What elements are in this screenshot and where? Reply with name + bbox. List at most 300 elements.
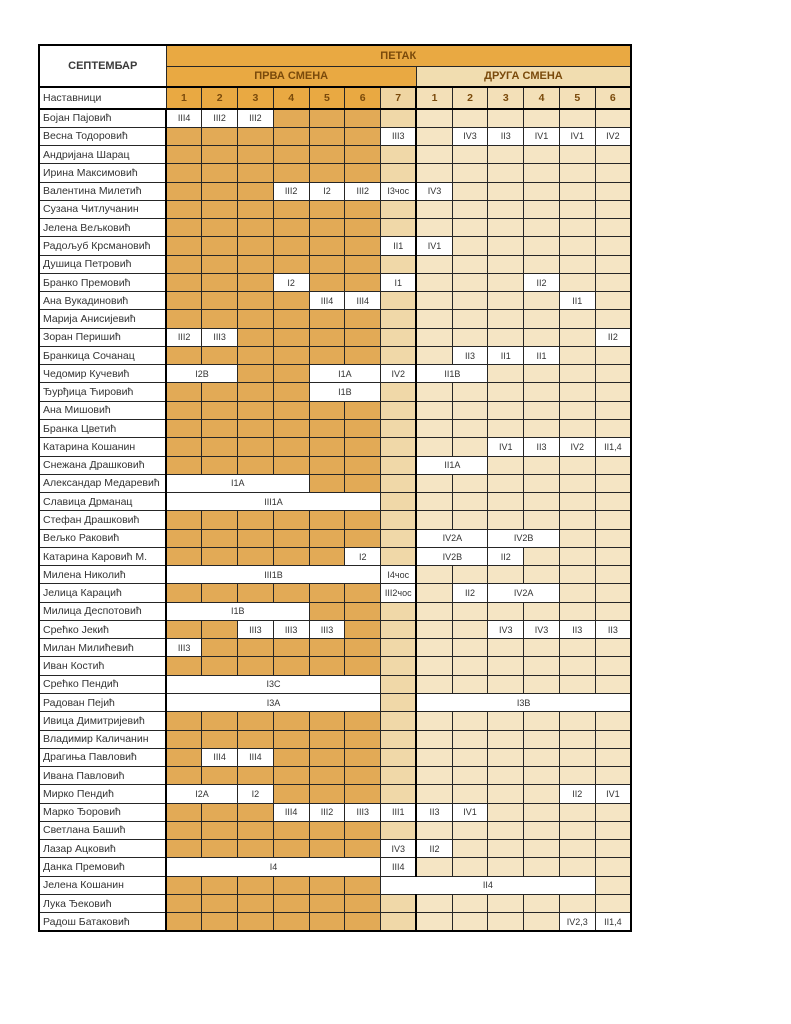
empty-cell xyxy=(452,821,488,839)
teacher-name: Зоран Перишић xyxy=(39,328,166,346)
empty-cell xyxy=(488,748,524,766)
empty-cell xyxy=(416,748,452,766)
empty-cell xyxy=(452,639,488,657)
teacher-name: Бранка Цветић xyxy=(39,420,166,438)
shift1-hour-6: 6 xyxy=(345,87,381,109)
teacher-name: Валентина Милетић xyxy=(39,182,166,200)
empty-cell xyxy=(202,237,238,255)
teacher-name: Бојан Пајовић xyxy=(39,109,166,127)
empty-cell xyxy=(309,127,345,145)
empty-cell xyxy=(345,200,381,218)
teacher-row xyxy=(39,840,631,858)
empty-cell xyxy=(452,913,488,931)
empty-cell xyxy=(488,109,524,127)
empty-cell xyxy=(238,821,274,839)
empty-cell xyxy=(345,474,381,492)
teacher-name: Весна Тодоровић xyxy=(39,127,166,145)
empty-cell xyxy=(416,328,452,346)
empty-cell xyxy=(381,493,417,511)
schedule-cell: II3 xyxy=(416,803,452,821)
empty-cell xyxy=(202,529,238,547)
empty-cell xyxy=(452,273,488,291)
empty-cell xyxy=(273,237,309,255)
empty-cell xyxy=(238,547,274,565)
empty-cell xyxy=(416,383,452,401)
empty-cell xyxy=(559,328,595,346)
teacher-row xyxy=(39,328,631,346)
teacher-row xyxy=(39,876,631,894)
empty-cell xyxy=(416,346,452,364)
empty-cell xyxy=(488,182,524,200)
schedule-cell: II4 xyxy=(381,876,596,894)
empty-cell xyxy=(202,273,238,291)
teacher-row xyxy=(39,602,631,620)
teacher-name: Стефан Драшковић xyxy=(39,511,166,529)
teacher-row xyxy=(39,292,631,310)
empty-cell xyxy=(524,237,560,255)
empty-cell xyxy=(559,456,595,474)
shift2-label: ДРУГА СМЕНА xyxy=(416,66,631,87)
empty-cell xyxy=(416,657,452,675)
empty-cell xyxy=(166,420,202,438)
empty-cell xyxy=(488,675,524,693)
empty-cell xyxy=(559,237,595,255)
empty-cell xyxy=(595,310,631,328)
day-label: ПЕТАК xyxy=(166,45,631,66)
empty-cell xyxy=(595,584,631,602)
schedule-cell: IV1 xyxy=(452,803,488,821)
teacher-row xyxy=(39,566,631,584)
schedule-cell: I4чос xyxy=(381,566,417,584)
empty-cell xyxy=(488,328,524,346)
empty-cell xyxy=(238,219,274,237)
empty-cell xyxy=(202,547,238,565)
empty-cell xyxy=(309,420,345,438)
teacher-name: Александар Медаревић xyxy=(39,474,166,492)
empty-cell xyxy=(416,511,452,529)
empty-cell xyxy=(166,273,202,291)
empty-cell xyxy=(345,438,381,456)
empty-cell xyxy=(381,712,417,730)
empty-cell xyxy=(166,182,202,200)
empty-cell xyxy=(309,547,345,565)
empty-cell xyxy=(202,639,238,657)
teacher-name: Бранко Премовић xyxy=(39,273,166,291)
empty-cell xyxy=(381,529,417,547)
empty-cell xyxy=(166,164,202,182)
teacher-row xyxy=(39,493,631,511)
schedule-cell: III4 xyxy=(381,858,417,876)
empty-cell xyxy=(488,803,524,821)
empty-cell xyxy=(309,639,345,657)
teacher-name: Јелица Карацић xyxy=(39,584,166,602)
schedule-cell: III2 xyxy=(273,182,309,200)
schedule-cell: III2 xyxy=(238,109,274,127)
teacher-row xyxy=(39,164,631,182)
schedule-cell: II1 xyxy=(488,346,524,364)
empty-cell xyxy=(416,785,452,803)
empty-cell xyxy=(416,219,452,237)
empty-cell xyxy=(559,730,595,748)
empty-cell xyxy=(524,420,560,438)
empty-cell xyxy=(524,401,560,419)
empty-cell xyxy=(381,474,417,492)
empty-cell xyxy=(416,310,452,328)
empty-cell xyxy=(202,657,238,675)
empty-cell xyxy=(166,657,202,675)
empty-cell xyxy=(202,164,238,182)
empty-cell xyxy=(381,913,417,931)
empty-cell xyxy=(309,767,345,785)
empty-cell xyxy=(309,894,345,912)
empty-cell xyxy=(416,420,452,438)
schedule-cell: III2 xyxy=(202,109,238,127)
teacher-row xyxy=(39,109,631,127)
teacher-row xyxy=(39,310,631,328)
empty-cell xyxy=(309,602,345,620)
empty-cell xyxy=(452,200,488,218)
empty-cell xyxy=(595,821,631,839)
empty-cell xyxy=(488,566,524,584)
empty-cell xyxy=(166,200,202,218)
empty-cell xyxy=(524,894,560,912)
empty-cell xyxy=(416,401,452,419)
empty-cell xyxy=(452,182,488,200)
empty-cell xyxy=(381,547,417,565)
empty-cell xyxy=(273,748,309,766)
empty-cell xyxy=(524,748,560,766)
teacher-row xyxy=(39,913,631,931)
month-label: СЕПТЕМБАР xyxy=(39,45,166,87)
empty-cell xyxy=(381,164,417,182)
empty-cell xyxy=(595,383,631,401)
schedule-cell: IV1 xyxy=(416,237,452,255)
schedule-cell: II2 xyxy=(416,840,452,858)
empty-cell xyxy=(273,383,309,401)
empty-cell xyxy=(309,273,345,291)
empty-cell xyxy=(416,821,452,839)
empty-cell xyxy=(524,328,560,346)
empty-cell xyxy=(238,894,274,912)
empty-cell xyxy=(452,438,488,456)
empty-cell xyxy=(166,237,202,255)
empty-cell xyxy=(595,200,631,218)
empty-cell xyxy=(524,200,560,218)
empty-cell xyxy=(416,602,452,620)
schedule-cell: III3 xyxy=(166,639,202,657)
empty-cell xyxy=(381,219,417,237)
empty-cell xyxy=(488,858,524,876)
empty-cell xyxy=(309,237,345,255)
schedule-cell: III4 xyxy=(238,748,274,766)
empty-cell xyxy=(452,602,488,620)
empty-cell xyxy=(452,219,488,237)
teacher-name: Бранкица Сочанац xyxy=(39,346,166,364)
teacher-row xyxy=(39,694,631,712)
empty-cell xyxy=(202,876,238,894)
empty-cell xyxy=(202,182,238,200)
schedule-cell: I2 xyxy=(238,785,274,803)
empty-cell xyxy=(452,383,488,401)
empty-cell xyxy=(416,639,452,657)
empty-cell xyxy=(202,712,238,730)
empty-cell xyxy=(595,639,631,657)
empty-cell xyxy=(595,401,631,419)
empty-cell xyxy=(452,785,488,803)
empty-cell xyxy=(488,420,524,438)
empty-cell xyxy=(452,730,488,748)
empty-cell xyxy=(381,639,417,657)
empty-cell xyxy=(345,456,381,474)
schedule-cell: IV3 xyxy=(416,182,452,200)
empty-cell xyxy=(273,821,309,839)
schedule-cell: II1,4 xyxy=(595,438,631,456)
teacher-row xyxy=(39,420,631,438)
shift2-hour-3: 3 xyxy=(488,87,524,109)
empty-cell xyxy=(345,146,381,164)
teacher-row xyxy=(39,200,631,218)
empty-cell xyxy=(416,858,452,876)
empty-cell xyxy=(345,310,381,328)
empty-cell xyxy=(202,292,238,310)
teacher-row xyxy=(39,474,631,492)
empty-cell xyxy=(559,547,595,565)
empty-cell xyxy=(488,365,524,383)
empty-cell xyxy=(488,511,524,529)
empty-cell xyxy=(309,146,345,164)
empty-cell xyxy=(452,164,488,182)
empty-cell xyxy=(309,456,345,474)
empty-cell xyxy=(559,840,595,858)
empty-cell xyxy=(488,767,524,785)
empty-cell xyxy=(166,767,202,785)
shift1-hour-3: 3 xyxy=(238,87,274,109)
empty-cell xyxy=(273,584,309,602)
schedule-cell: I4 xyxy=(166,858,381,876)
empty-cell xyxy=(273,529,309,547)
empty-cell xyxy=(595,474,631,492)
empty-cell xyxy=(524,767,560,785)
empty-cell xyxy=(452,767,488,785)
empty-cell xyxy=(595,529,631,547)
empty-cell xyxy=(595,456,631,474)
empty-cell xyxy=(345,511,381,529)
shift2-hour-4: 4 xyxy=(524,87,560,109)
empty-cell xyxy=(238,401,274,419)
empty-cell xyxy=(238,273,274,291)
teacher-name: Чедомир Кучевић xyxy=(39,365,166,383)
teacher-name: Сузана Читлучанин xyxy=(39,200,166,218)
empty-cell xyxy=(273,164,309,182)
teacher-name: Милица Деспотовић xyxy=(39,602,166,620)
empty-cell xyxy=(595,602,631,620)
empty-cell xyxy=(273,840,309,858)
empty-cell xyxy=(488,913,524,931)
shift1-hour-7: 7 xyxy=(381,87,417,109)
shift1-hour-5: 5 xyxy=(309,87,345,109)
empty-cell xyxy=(273,401,309,419)
teacher-row xyxy=(39,255,631,273)
schedule-cell: II3 xyxy=(452,346,488,364)
empty-cell xyxy=(595,657,631,675)
empty-cell xyxy=(416,767,452,785)
empty-cell xyxy=(524,164,560,182)
empty-cell xyxy=(559,383,595,401)
empty-cell xyxy=(559,273,595,291)
empty-cell xyxy=(202,310,238,328)
schedule-cell: III3 xyxy=(345,803,381,821)
teacher-row xyxy=(39,438,631,456)
empty-cell xyxy=(309,164,345,182)
empty-cell xyxy=(559,146,595,164)
teacher-row xyxy=(39,803,631,821)
empty-cell xyxy=(273,255,309,273)
empty-cell xyxy=(345,730,381,748)
empty-cell xyxy=(238,420,274,438)
empty-cell xyxy=(559,748,595,766)
empty-cell xyxy=(559,584,595,602)
schedule-cell: III4 xyxy=(309,292,345,310)
empty-cell xyxy=(202,127,238,145)
empty-cell xyxy=(524,474,560,492)
empty-cell xyxy=(345,840,381,858)
empty-cell xyxy=(309,438,345,456)
empty-cell xyxy=(595,675,631,693)
empty-cell xyxy=(595,748,631,766)
empty-cell xyxy=(238,200,274,218)
empty-cell xyxy=(309,913,345,931)
empty-cell xyxy=(238,584,274,602)
empty-cell xyxy=(595,346,631,364)
empty-cell xyxy=(345,255,381,273)
empty-cell xyxy=(345,164,381,182)
schedule-cell: III1A xyxy=(166,493,381,511)
teacher-row xyxy=(39,127,631,145)
empty-cell xyxy=(238,657,274,675)
empty-cell xyxy=(238,365,274,383)
empty-cell xyxy=(202,346,238,364)
schedule-cell: III2чос xyxy=(381,584,417,602)
teacher-row xyxy=(39,146,631,164)
teacher-name: Срећко Пендић xyxy=(39,675,166,693)
empty-cell xyxy=(416,146,452,164)
empty-cell xyxy=(595,164,631,182)
empty-cell xyxy=(524,803,560,821)
empty-cell xyxy=(559,511,595,529)
empty-cell xyxy=(273,346,309,364)
empty-cell xyxy=(452,511,488,529)
empty-cell xyxy=(595,365,631,383)
schedule-cell: IV3 xyxy=(381,840,417,858)
empty-cell xyxy=(166,840,202,858)
empty-cell xyxy=(452,620,488,638)
schedule-cell: II2 xyxy=(488,547,524,565)
empty-cell xyxy=(238,456,274,474)
empty-cell xyxy=(381,748,417,766)
empty-cell xyxy=(238,876,274,894)
empty-cell xyxy=(559,803,595,821)
schedule-cell: I1 xyxy=(381,273,417,291)
empty-cell xyxy=(452,894,488,912)
empty-cell xyxy=(595,511,631,529)
empty-cell xyxy=(202,730,238,748)
shift2-hour-1: 1 xyxy=(416,87,452,109)
empty-cell xyxy=(202,840,238,858)
schedule-cell: III4 xyxy=(273,803,309,821)
empty-cell xyxy=(166,292,202,310)
empty-cell xyxy=(524,219,560,237)
empty-cell xyxy=(309,748,345,766)
empty-cell xyxy=(309,310,345,328)
teacher-name: Драгиња Павловић xyxy=(39,748,166,766)
empty-cell xyxy=(595,237,631,255)
empty-cell xyxy=(452,255,488,273)
teacher-name: Јелена Кошанин xyxy=(39,876,166,894)
empty-cell xyxy=(273,767,309,785)
empty-cell xyxy=(381,328,417,346)
teacher-name: Јелена Вељковић xyxy=(39,219,166,237)
teacher-name: Андријана Шарац xyxy=(39,146,166,164)
empty-cell xyxy=(202,401,238,419)
empty-cell xyxy=(238,328,274,346)
empty-cell xyxy=(202,219,238,237)
empty-cell xyxy=(238,913,274,931)
teacher-name: Лазар Ацковић xyxy=(39,840,166,858)
empty-cell xyxy=(452,328,488,346)
schedule-cell: III2 xyxy=(309,803,345,821)
teacher-row xyxy=(39,273,631,291)
empty-cell xyxy=(416,164,452,182)
schedule-cell: I2 xyxy=(309,182,345,200)
empty-cell xyxy=(345,109,381,127)
schedule-cell: IV3 xyxy=(524,620,560,638)
empty-cell xyxy=(202,255,238,273)
empty-cell xyxy=(595,712,631,730)
shift2-hour-5: 5 xyxy=(559,87,595,109)
teacher-row xyxy=(39,748,631,766)
empty-cell xyxy=(345,712,381,730)
empty-cell xyxy=(488,493,524,511)
empty-cell xyxy=(166,219,202,237)
empty-cell xyxy=(488,200,524,218)
empty-cell xyxy=(452,675,488,693)
schedule-cell: I2B xyxy=(166,365,238,383)
teacher-name: Марија Анисијевић xyxy=(39,310,166,328)
teacher-name: Ана Мишовић xyxy=(39,401,166,419)
teacher-name: Срећко Јекић xyxy=(39,620,166,638)
empty-cell xyxy=(238,346,274,364)
schedule-cell: IV1 xyxy=(559,127,595,145)
empty-cell xyxy=(273,876,309,894)
empty-cell xyxy=(416,493,452,511)
teacher-name: Радољуб Крсмановић xyxy=(39,237,166,255)
empty-cell xyxy=(309,328,345,346)
empty-cell xyxy=(309,401,345,419)
empty-cell xyxy=(166,346,202,364)
schedule-cell: IV1 xyxy=(595,785,631,803)
empty-cell xyxy=(166,383,202,401)
empty-cell xyxy=(416,730,452,748)
empty-cell xyxy=(488,712,524,730)
empty-cell xyxy=(238,383,274,401)
empty-cell xyxy=(559,474,595,492)
empty-cell xyxy=(595,182,631,200)
schedule-cell: I3B xyxy=(416,694,631,712)
empty-cell xyxy=(273,639,309,657)
empty-cell xyxy=(273,657,309,675)
empty-cell xyxy=(202,584,238,602)
empty-cell xyxy=(488,602,524,620)
